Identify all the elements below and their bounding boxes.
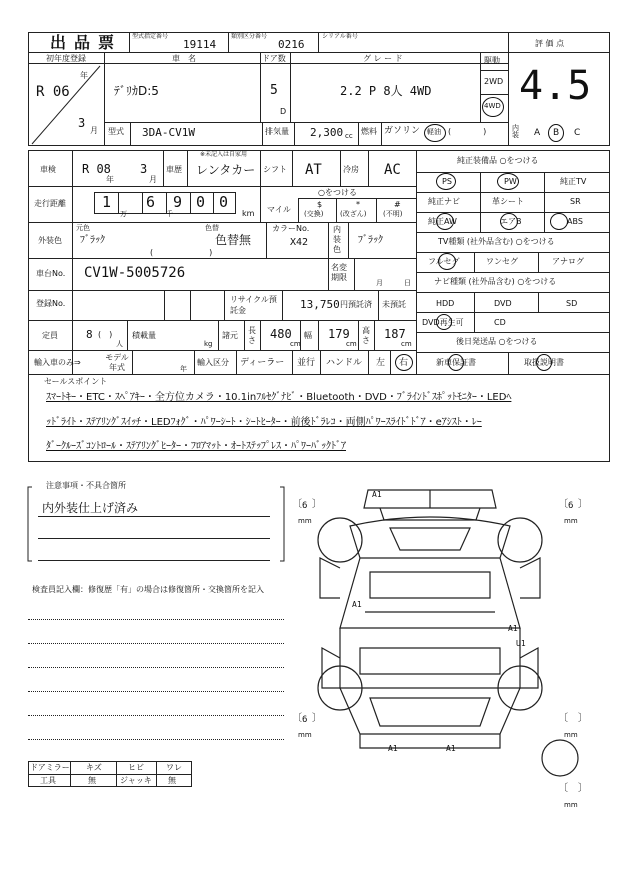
dims-label: 諸元	[222, 331, 238, 340]
disp-value: 2,300	[310, 126, 344, 139]
tread-fr-open: 〔	[558, 499, 568, 510]
tv-fullseg: フルセグ	[428, 257, 460, 266]
type-label: 型式	[108, 127, 124, 136]
name-change-label: 名変期限	[331, 263, 347, 282]
damage-a1-left: A1	[352, 600, 362, 609]
first-reg-label: 初年度登録	[46, 54, 86, 63]
equip-ps-circle	[436, 173, 456, 190]
tread-rl-close: 〕	[312, 713, 322, 724]
tread-fl-open: 〔	[292, 499, 302, 510]
tread-rl-mm: mm	[298, 731, 312, 739]
tread-fr: 6	[568, 501, 574, 511]
sales-label: セールスポイント	[44, 377, 108, 386]
damage-u1-right: U1	[516, 639, 526, 648]
usage-value: レンタカー	[196, 163, 256, 177]
damage-a1-top: A1	[372, 490, 382, 499]
sales-line-1: ｽﾏｰﾄｷｰ・ETC・ｽﾍﾟｱｷｰ・全方位カメラ・10.1inﾌﾙｾｸﾞﾅﾋﾞ・Bluetooth・DVD・ﾌﾞﾗｲﾝﾄﾞｽﾎﾟｯﾄﾓﾆﾀｰ・LEDﾍ	[46, 392, 512, 403]
mileage-unit: km	[242, 209, 255, 218]
repaint-paren: ( )	[150, 248, 213, 257]
shift-value: AT	[305, 162, 322, 178]
disp-unit: cc	[345, 132, 353, 140]
nav-sd: SD	[566, 299, 578, 308]
width-value: 179	[328, 327, 350, 341]
tv-title: TV種類 (社外品含む) ○をつける	[438, 237, 555, 246]
shift-label: シフト	[263, 165, 287, 174]
mileage-d1: 1	[102, 193, 112, 211]
damage-a1-bottom-2: A1	[446, 744, 456, 753]
repaint-value: 色替無	[215, 233, 252, 247]
equip-title: 純正装備品 ○をつける	[457, 156, 539, 165]
nav-dvd-play: DVD再生可	[422, 318, 464, 327]
width-cm: cm	[346, 340, 357, 348]
damage-a1-bottom-1: A1	[388, 744, 398, 753]
spare-tire-icon	[540, 738, 580, 778]
import-dealer: ディーラー	[240, 358, 285, 368]
notes-label: 注意事項・不具合箇所	[46, 481, 126, 490]
orig-color-value: ﾌﾞﾗｯｸ	[80, 235, 105, 246]
orig-color-label: 元色	[76, 224, 90, 232]
inspection-era: R 08	[82, 162, 111, 176]
fuel-value: ガソリン	[384, 126, 421, 136]
mileage-opt-exchange: (交換)	[304, 210, 324, 218]
tread-fr-close: 〕	[578, 499, 588, 510]
score-label: 評 価 点	[535, 39, 565, 48]
interior-b-circle	[548, 124, 564, 142]
equip-leather: 革シート	[492, 197, 524, 206]
score-value: 4.5	[519, 63, 592, 109]
handle-label: ハンドル	[326, 358, 363, 368]
recycle-label: リサイクル預託金	[230, 295, 277, 315]
ac-value: AC	[384, 162, 401, 178]
handle-right: 右	[399, 358, 409, 368]
nc-day: 日	[404, 279, 411, 287]
sales-line-3: ﾀﾞｰｸﾙｰｽﾞｺﾝﾄﾛｰﾙ・ｽﾃｱﾘﾝｸﾞﾋｰﾀｰ・ﾌﾛｱﾏｯﾄ・ｵｰﾄｽﾃｯﾌﾟﾚｽ・ﾊﾟﾜｰﾊﾞｯｸﾄﾞｱ	[46, 441, 346, 452]
tread-rl-open: 〔	[292, 713, 302, 724]
int-color-value: ﾌﾞﾗｯｸ	[358, 235, 383, 246]
mileage-man: 万	[120, 210, 127, 218]
interior-b: B	[553, 128, 560, 138]
vin-label: 車台No.	[36, 269, 66, 278]
equip-pw: PW	[504, 177, 517, 186]
door-type: D	[280, 107, 287, 116]
interior-a: A	[534, 128, 541, 138]
tread-fl: 6	[302, 501, 308, 511]
drive-2wd: 2WD	[484, 77, 504, 86]
legend-jack-val: 無	[168, 776, 176, 785]
tread-spare-open: 〔	[558, 783, 568, 794]
fuel-diesel: 軽油	[427, 128, 441, 136]
later-title: 後日発送品 ○をつける	[456, 337, 538, 346]
handle-left: 左	[376, 358, 386, 368]
height-label: 高さ	[362, 326, 370, 345]
nav-title: ナビ種類 (社外品含む) ○をつける	[434, 277, 557, 286]
ac-label: 冷房	[343, 165, 359, 174]
tv-oneseg: ワンセグ	[486, 257, 518, 266]
nav-dvd: DVD	[494, 299, 512, 308]
tread-fr-mm: mm	[564, 517, 578, 525]
equip-abs-circle	[550, 213, 568, 230]
recycle-unit: 円預託済	[340, 300, 372, 309]
insp-year-unit: 年	[106, 175, 114, 184]
usage-note: ※未記入は自家用	[200, 151, 248, 158]
mileage-label: 走行距離	[34, 199, 66, 208]
ext-color-label: 外装色	[38, 236, 62, 245]
class-code-label: 類別区分番号	[231, 33, 268, 40]
length-value: 480	[270, 327, 292, 341]
capacity-unit: 人	[116, 340, 123, 348]
legend-jack: ジャッキ	[120, 776, 152, 785]
mileage-d3: 9	[173, 193, 183, 211]
vin-value: CV1W-5005726	[84, 265, 186, 281]
equip-abs: ABS	[567, 217, 583, 226]
legend-crack: ヒビ	[128, 763, 144, 772]
fuel-circle	[424, 124, 446, 142]
mileage-opt-tampered: (改ざん)	[340, 210, 367, 218]
equip-tv: 純正TV	[560, 177, 587, 186]
later-warranty: 新車保証書	[436, 358, 476, 367]
height-value: 187	[384, 327, 406, 341]
tv-analog: アナログ	[552, 257, 584, 266]
grade-value: 2.2 P 8人 4WD	[340, 84, 432, 98]
tread-spare-mm: mm	[564, 801, 578, 809]
drive-4wd: 4WD	[484, 102, 501, 110]
mile-label: マイル	[267, 205, 291, 214]
mileage-opt-unknown: (不明)	[383, 210, 403, 218]
doors-value: 5	[270, 83, 278, 98]
tread-fl-mm: mm	[298, 517, 312, 525]
tread-rr-mm: mm	[564, 731, 578, 739]
tread-rr-close: 〕	[578, 713, 588, 724]
int-color-label: 内装色	[333, 225, 341, 254]
inspector-label: 検査員記入欄：修復歴「有」の場合は修復箇所・交換箇所を記入	[32, 585, 264, 594]
equip-ps: PS	[442, 177, 452, 186]
mileage-digit-box	[94, 192, 236, 214]
tread-rl: 6	[302, 715, 308, 725]
drive-4wd-circle	[482, 97, 504, 117]
equip-sr: SR	[570, 197, 581, 206]
height-cm: cm	[401, 340, 412, 348]
equip-pw-circle	[497, 173, 519, 190]
equip-airbag-circle	[500, 213, 518, 230]
length-label: 長さ	[248, 326, 256, 345]
width-label: 幅	[304, 331, 312, 340]
car-name-label: 車 名	[172, 54, 196, 63]
equip-aw-circle	[436, 213, 454, 230]
fuel-paren: ( )	[448, 127, 487, 136]
model-code-value: 19114	[183, 38, 217, 51]
doors-label: ドア数	[262, 54, 286, 63]
capacity-label: 定員	[42, 331, 58, 340]
form-title: 出品票	[50, 33, 123, 52]
nav-dvd-play-circle	[436, 314, 452, 330]
mileage-opt-hash: #	[394, 200, 401, 209]
color-no-label: カラーNo.	[272, 224, 310, 233]
legend-tools-val: 無	[88, 776, 96, 785]
color-no-value: X42	[290, 237, 309, 248]
damage-a1-right: A1	[508, 624, 518, 633]
fuel-label: 燃料	[361, 127, 377, 136]
mileage-opt-star: *	[356, 200, 360, 209]
equip-aw: 純正AW	[428, 217, 457, 226]
mileage-d4: 0	[196, 193, 206, 211]
model-year-label: モデル年式	[105, 353, 129, 372]
drive-label: 駆動	[484, 56, 500, 65]
interior-c: C	[574, 128, 581, 138]
nav-hdd: HDD	[436, 299, 455, 308]
insp-month-unit: 月	[149, 175, 157, 184]
first-reg-era: R 06	[36, 84, 70, 100]
nav-cd: CD	[494, 318, 506, 327]
legend-break: ワレ	[166, 763, 182, 772]
handle-right-circle	[395, 354, 413, 371]
later-manual-circle	[536, 354, 552, 371]
notes-line-1: 内外装仕上げ済み	[42, 501, 139, 515]
first-reg-month: 3	[78, 116, 86, 130]
capacity-value: 8	[86, 328, 93, 341]
car-diagram	[300, 488, 560, 762]
recycle-value: 13,750	[300, 298, 340, 311]
mileage-opt-dollar: $	[317, 200, 323, 209]
notes-bracket	[26, 485, 288, 565]
nc-month: 月	[376, 279, 383, 287]
car-name-value: ﾃﾞﾘｶD:5	[114, 84, 159, 98]
sales-line-2: ｯﾄﾞﾗｲﾄ・ｽﾃｱﾘﾝｸﾞｽｲｯﾁ・LEDﾌｫｸﾞ・ﾊﾟﾜｰｼｰﾄ・ｼｰﾄﾋｰﾀｰ・前後ﾄﾞﾗﾚｺ・両側ﾊﾟﾜｰｽﾗｲﾄﾞﾄﾞｱ・eｱｼｽﾄ・ﾚｰ	[46, 417, 482, 428]
year-unit: 年	[80, 71, 88, 80]
usage-label: 車歴	[166, 165, 182, 174]
legend-scratch: キズ	[86, 763, 102, 772]
reg-no-label: 登録No.	[36, 299, 66, 308]
tv-fullseg-circle	[438, 253, 456, 270]
model-year-unit: 年	[180, 365, 187, 373]
mileage-d5: 0	[219, 193, 229, 211]
load-unit: kg	[204, 340, 213, 348]
type-value: 3DA-CV1W	[142, 126, 195, 139]
mileage-circle-note: ○をつける	[318, 188, 357, 197]
tread-spare-close: 〕	[578, 783, 588, 794]
capacity-paren: ( )	[98, 330, 113, 339]
model-code-label: 型式指定番号	[132, 33, 169, 40]
class-code-value: 0216	[278, 38, 305, 51]
equip-airbag: エアB	[500, 217, 522, 226]
equip-navi: 純正ナビ	[428, 197, 460, 206]
mileage-d2: 6	[146, 193, 156, 211]
length-cm: cm	[290, 340, 301, 348]
later-warranty-circle	[448, 354, 464, 371]
load-label: 積載量	[132, 331, 156, 340]
month-unit: 月	[90, 126, 98, 135]
disp-label: 排気量	[265, 127, 289, 136]
import-parallel: 並行	[297, 358, 316, 368]
tread-fl-close: 〕	[312, 499, 322, 510]
serial-label: シリアル番号	[322, 33, 358, 40]
legend-tools: 工具	[40, 776, 56, 785]
repaint-label: 色替	[205, 224, 219, 232]
tread-rr-open: 〔	[558, 713, 568, 724]
interior-label: 内装	[512, 124, 519, 139]
recycle-unpaid: 未預託	[382, 300, 406, 309]
inspection-label: 車検	[40, 165, 56, 174]
inspection-month: 3	[140, 162, 148, 176]
later-manual: 取扱説明書	[524, 358, 564, 367]
legend-mirror: ドアミラー	[30, 763, 70, 772]
grade-label: グ レ ー ド	[363, 54, 403, 63]
import-label: 輸入車のみ⇒	[34, 358, 81, 367]
mileage-sen: 千	[166, 210, 173, 218]
import-class-label: 輸入区分	[197, 358, 229, 367]
